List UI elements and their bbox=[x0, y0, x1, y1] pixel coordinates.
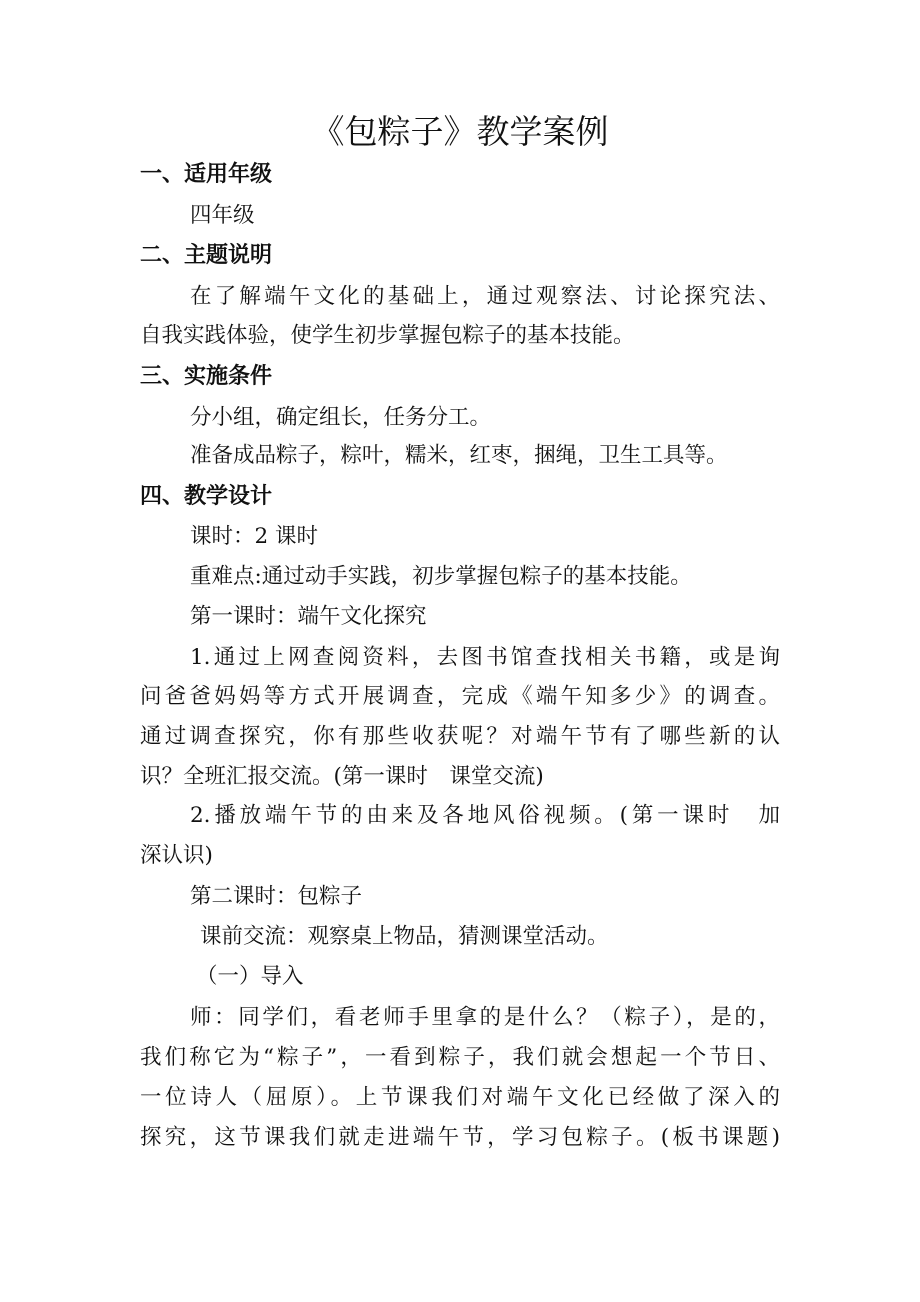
pre-class-talk: 课前交流：观察桌上物品，猜测课堂活动。 bbox=[200, 924, 609, 949]
section-heading-design: 四、教学设计 bbox=[140, 484, 273, 509]
document-title: 《包粽子》教学案例 bbox=[311, 112, 609, 151]
paragraph-2-line-2: 深认识) bbox=[140, 843, 213, 868]
lesson-1-title: 第一课时：端午文化探究 bbox=[190, 604, 427, 629]
key-point: 重难点:通过动手实践，初步掌握包粽子的基本技能。 bbox=[190, 564, 692, 589]
paragraph-3-line-4: 探究，这节课我们就走进端午节，学习包粽子。(板书课题) bbox=[140, 1125, 780, 1150]
lesson-hours: 课时：2 课时 bbox=[190, 524, 319, 549]
section-heading-theme: 二、主题说明 bbox=[140, 243, 273, 268]
theme-line-2: 自我实践体验，使学生初步掌握包粽子的基本技能。 bbox=[140, 323, 635, 348]
paragraph-3-line-3: 一位诗人（屈原）。上节课我们对端午文化已经做了深入的 bbox=[140, 1085, 780, 1110]
theme-line-1: 在了解端午文化的基础上，通过观察法、讨论探究法、 bbox=[190, 284, 780, 309]
paragraph-1-line-3: 通过调查探究，你有那些收获呢？对端午节有了哪些新的认 bbox=[140, 724, 780, 749]
paragraph-3-line-2: 我们称它为“粽子”，一看到粽子，我们就会想起一个节日、 bbox=[140, 1045, 780, 1070]
paragraph-2-line-1: 2.播放端午节的由来及各地风俗视频。(第一课时 加 bbox=[190, 803, 780, 828]
conditions-line-1: 分小组，确定组长，任务分工。 bbox=[190, 405, 492, 430]
intro-heading: （一）导入 bbox=[196, 964, 304, 989]
lesson-2-title: 第二课时：包粽子 bbox=[190, 884, 363, 909]
conditions-line-2: 准备成品粽子，粽叶，糯米，红枣，捆绳，卫生工具等。 bbox=[190, 443, 728, 468]
paragraph-1-line-1: 1.通过上网查阅资料，去图书馆查找相关书籍，或是询 bbox=[190, 645, 780, 670]
paragraph-1-line-2: 问爸爸妈妈等方式开展调查，完成《端午知多少》的调查。 bbox=[140, 684, 780, 709]
grade-text: 四年级 bbox=[190, 203, 255, 228]
section-heading-grade: 一、适用年级 bbox=[140, 162, 273, 187]
paragraph-1-line-4: 识？全班汇报交流。(第一课时 课堂交流) bbox=[140, 764, 544, 789]
paragraph-3-line-1: 师：同学们，看老师手里拿的是什么？（粽子），是的， bbox=[190, 1005, 780, 1030]
section-heading-conditions: 三、实施条件 bbox=[140, 364, 273, 389]
